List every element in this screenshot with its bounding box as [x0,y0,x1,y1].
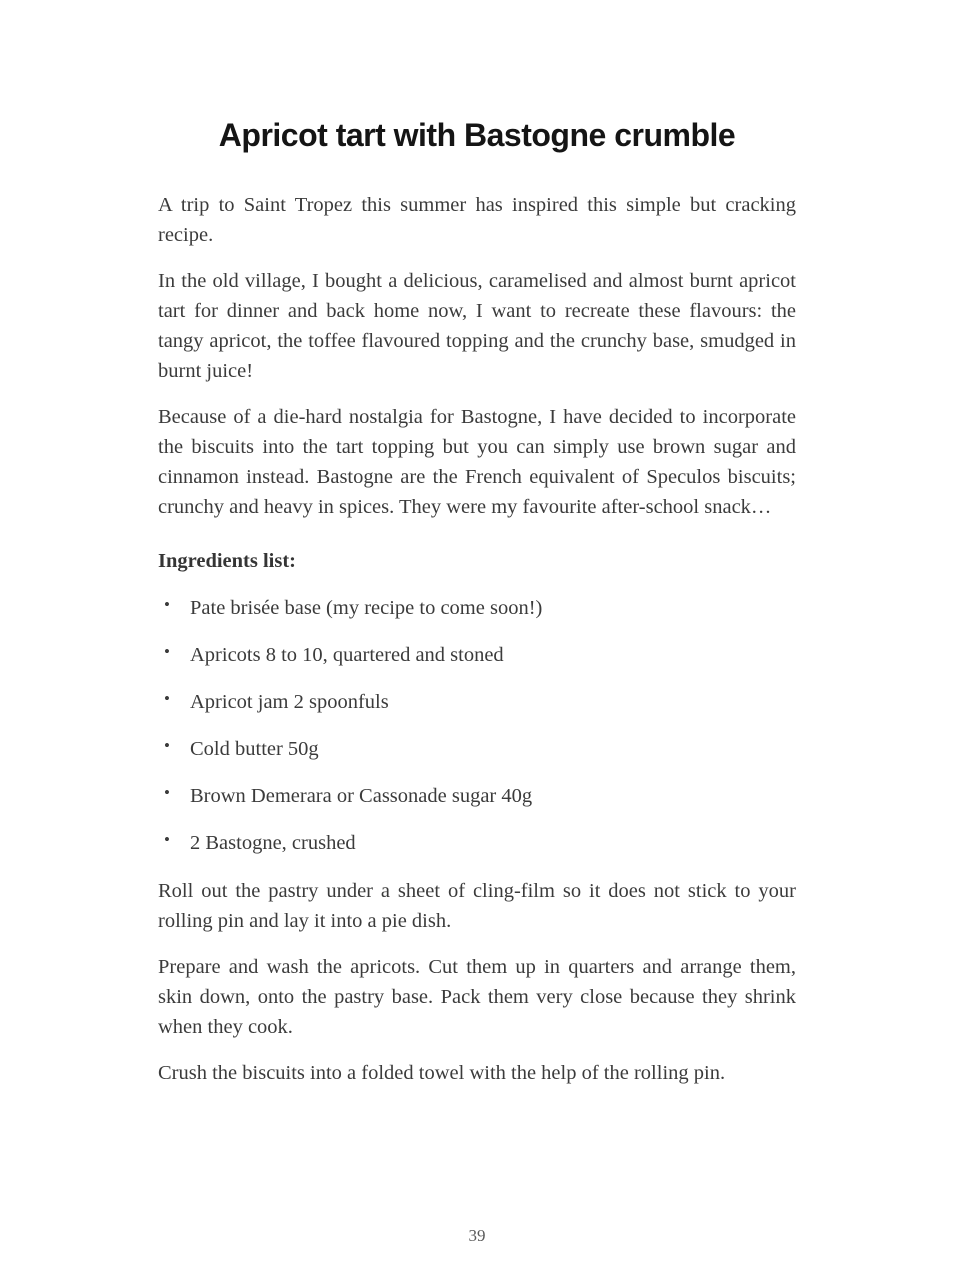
bullet-icon: • [164,830,170,849]
ingredients-heading: Ingredients list: [158,550,297,572]
ingredient-text: Cold butter 50g [190,738,319,760]
bullet-icon: • [164,783,170,802]
ingredient-text: 2 Bastogne, crushed [190,832,356,854]
list-item [158,687,796,717]
bullet-icon: • [164,736,170,755]
instruction-paragraph: Prepare and wash the apricots. Cut them up in quarters and arrange them, skin down, onto the pastry base. Pack them very close because they shrink when they cook. [158,956,796,1038]
list-item [158,828,796,858]
intro-paragraph: A trip to Saint Tropez this summer has inspired this simple but cracking recipe. [158,194,796,246]
ingredient-text: Brown Demerara or Cassonade sugar 40g [190,785,533,807]
bullet-icon: • [164,595,170,614]
bullet-icon: • [164,689,170,708]
instruction-paragraph: Crush the biscuits into a folded towel with the help of the rolling pin. [158,1062,726,1084]
list-item [158,734,796,764]
page-number: 39 [468,1226,486,1245]
ingredient-text: Apricot jam 2 spoonfuls [190,691,389,713]
list-item [158,640,796,670]
page-title: Apricot tart with Bastogne crumble [218,117,736,153]
bullet-icon: • [164,642,170,661]
ingredient-text: Pate brisée base (my recipe to come soon!) [190,597,543,619]
instruction-paragraph: Roll out the pastry under a sheet of cling-film so it does not stick to your rolling pin and lay it into a pie dish. [158,880,796,932]
ingredients-list [158,593,796,858]
list-item [158,593,796,623]
intro-paragraph: In the old village, I bought a delicious, caramelised and almost burnt apricot tart for dinner and back home now, I want to recreate these flavours: the tangy apricot, the toffee flavoured topping and the crunchy base, smudged in burnt juice! [158,270,796,382]
intro-paragraph: Because of a die-hard nostalgia for Bastogne, I have decided to incorporate the biscuits into the tart topping but you can simply use brown sugar and cinnamon instead. Bastogne are the French equivalent of Speculos biscuits; crunchy and heavy in spices. They were my favourite after-school snack… [158,406,796,518]
document-content [0,112,954,1088]
list-item [158,781,796,811]
ingredient-text: Apricots 8 to 10, quartered and stoned [190,644,504,666]
